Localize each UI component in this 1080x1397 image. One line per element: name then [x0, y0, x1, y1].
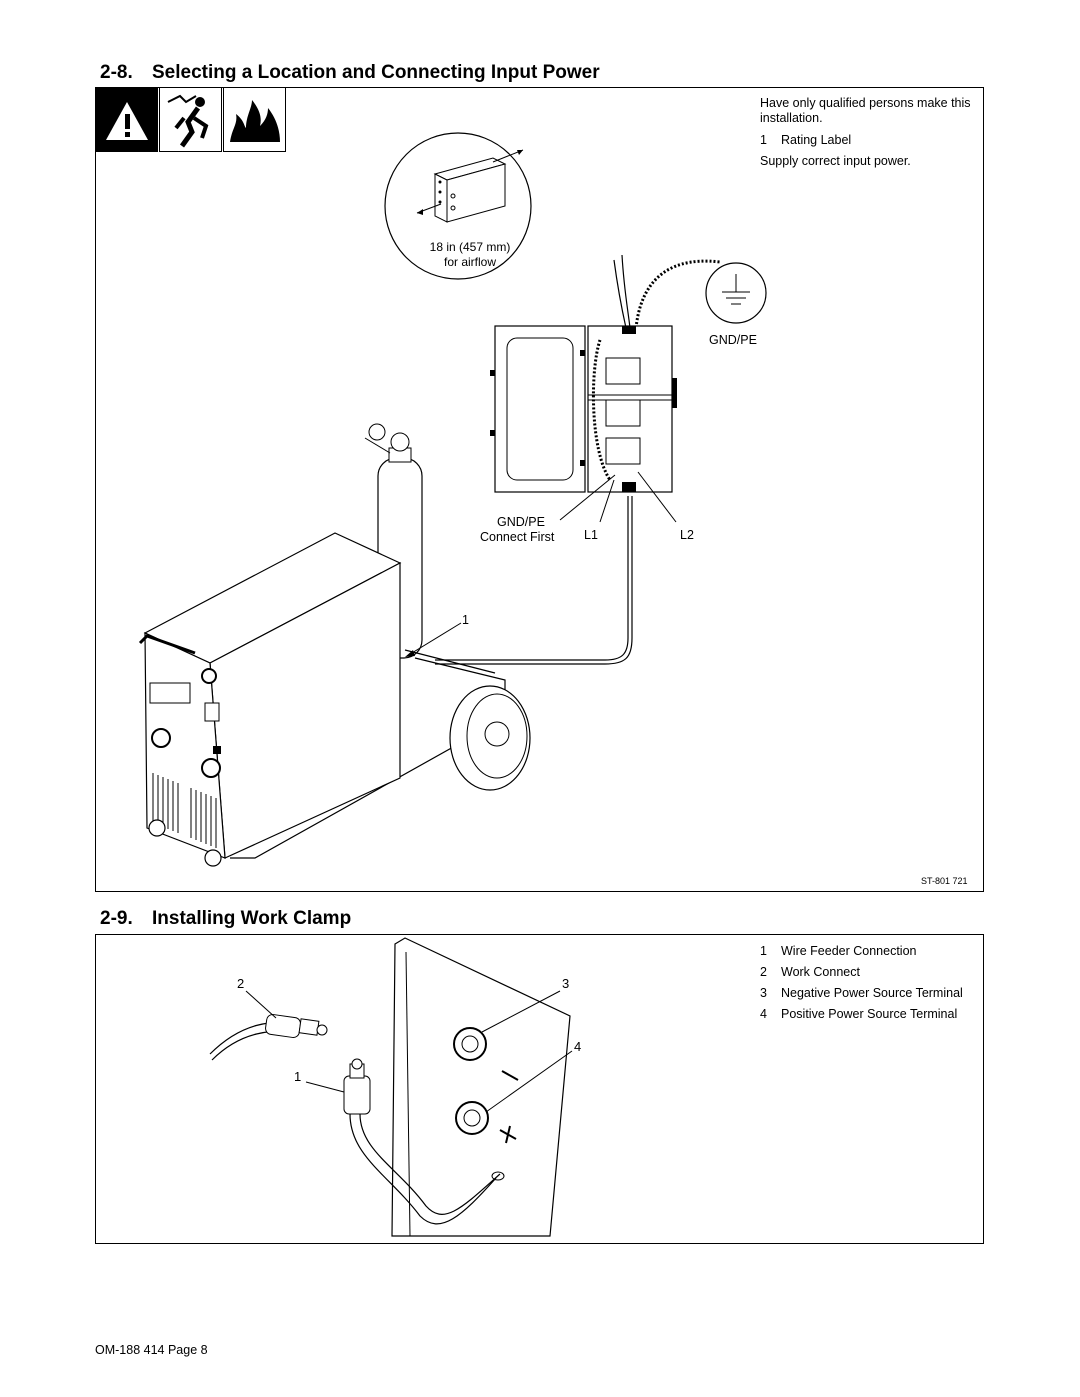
item-text: Negative Power Source Terminal [781, 986, 963, 1000]
section-title: Selecting a Location and Connecting Input Power [152, 62, 600, 83]
item-text: Work Connect [781, 965, 860, 979]
item-text: Positive Power Source Terminal [781, 1007, 958, 1021]
rating-label-item [760, 133, 978, 148]
section-2-9-heading [100, 908, 351, 930]
airflow-distance: 18 in (457 mm) [429, 240, 511, 254]
item-text: Wire Feeder Connection [781, 944, 917, 958]
callout-2: 2 [237, 976, 245, 991]
work-clamp-diagram [200, 936, 580, 1236]
item-number: 3 [760, 986, 767, 1000]
section-number: 2-8. [100, 62, 133, 83]
list-item [760, 944, 970, 959]
connect-first-label: Connect First [480, 530, 555, 544]
page-footer: OM-188 414 Page 8 [95, 1343, 208, 1357]
item-number: 2 [760, 965, 767, 979]
gnd-pe-label-bottom: GND/PE [497, 515, 545, 529]
warning-icons [95, 87, 285, 152]
callout-3: 3 [562, 976, 570, 991]
list-item [760, 986, 970, 1001]
l2-label: L2 [680, 528, 694, 542]
location-notes [760, 96, 978, 176]
item-number: 4 [760, 1007, 767, 1021]
ground-symbol-icon [705, 262, 767, 324]
section-number: 2-9. [100, 908, 133, 929]
welder-unit-diagram [135, 418, 635, 873]
item-number: 1 [760, 133, 767, 147]
callout-1: 1 [294, 1069, 302, 1084]
warning-triangle-icon [95, 87, 158, 152]
section-title: Installing Work Clamp [152, 908, 352, 929]
section-2-8-heading [100, 62, 600, 84]
qualified-note: Have only qualified persons make this installation. [760, 96, 971, 125]
gnd-pe-label-top: GND/PE [709, 333, 757, 347]
item-text: Rating Label [781, 133, 852, 147]
electric-shock-icon [159, 87, 222, 152]
figure-code: ST-801 721 [921, 876, 968, 886]
list-item [760, 1007, 970, 1022]
l1-label: L1 [584, 528, 598, 542]
supply-note: Supply correct input power. [760, 154, 911, 168]
callout-4: 4 [574, 1039, 582, 1054]
fire-hazard-icon [223, 87, 286, 152]
item-number: 1 [760, 944, 767, 958]
work-clamp-items [760, 944, 970, 1028]
airflow-purpose: for airflow [443, 255, 496, 269]
list-item [760, 965, 970, 980]
callout-1-rating-label: 1 [462, 613, 469, 627]
